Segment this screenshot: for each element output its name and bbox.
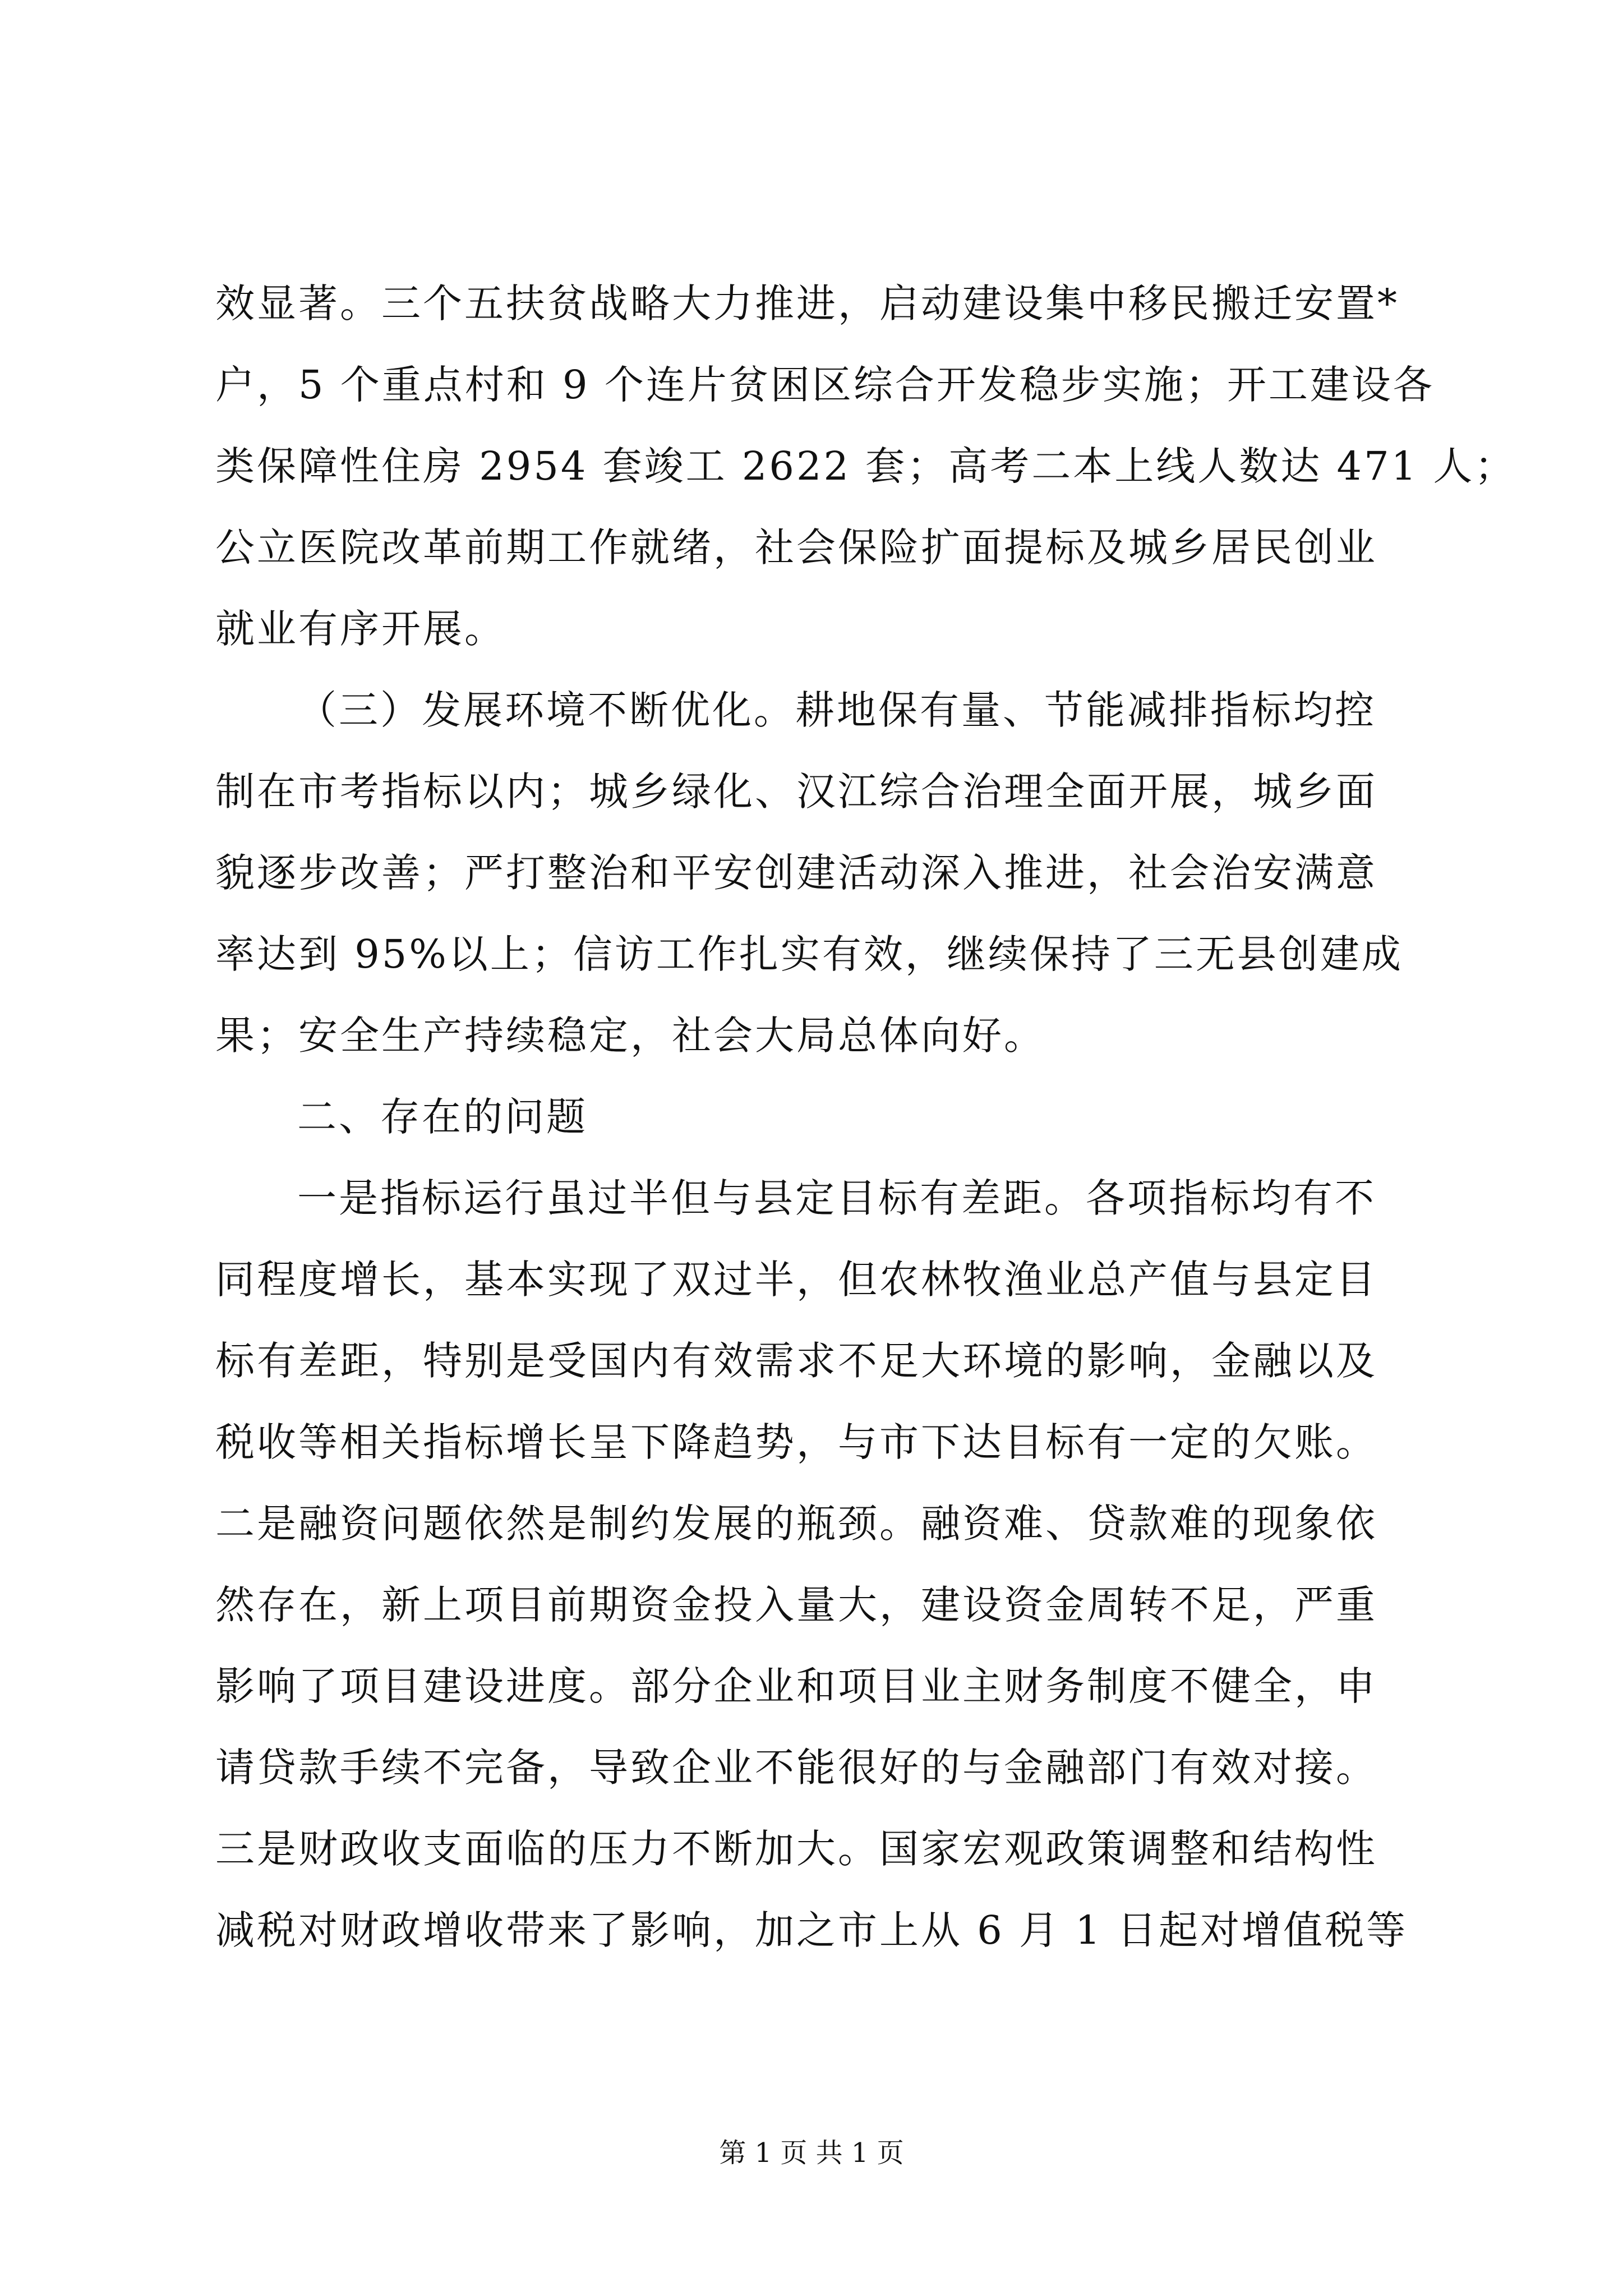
text-line-21: 减税对财政增收带来了影响，加之市上从 6 月 1 日起对增值税等 xyxy=(215,1907,1408,1953)
text-line-12: 一是指标运行虽过半但与县定目标有差距。各项指标均有不 xyxy=(297,1175,1376,1221)
section-heading: 二、存在的问题 xyxy=(297,1094,588,1140)
text-line-16: 二是融资问题依然是制约发展的瓶颈。融资难、贷款难的现象依 xyxy=(215,1501,1377,1547)
text-line-3: 类保障性住房 2954 套竣工 2622 套；高考二本上线人数达 471 人； xyxy=(215,443,1516,489)
text-line-4: 公立医院改革前期工作就绪，社会保险扩面提标及城乡居民创业 xyxy=(215,524,1377,570)
page-footer: 第 1 页 共 1 页 xyxy=(719,2137,904,2169)
text-line-9: 率达到 95%以上；信访工作扎实有效，继续保持了三无县创建成 xyxy=(215,931,1403,977)
text-line-1: 效显著。三个五扶贫战略大力推进，启动建设集中移民搬迁安置* xyxy=(215,280,1399,326)
text-line-13: 同程度增长，基本实现了双过半，但农林牧渔业总产值与县定目 xyxy=(215,1257,1377,1303)
text-line-10: 果；安全生产持续稳定，社会大局总体向好。 xyxy=(215,1013,1045,1059)
text-line-20: 三是财政收支面临的压力不断加大。国家宏观政策调整和结构性 xyxy=(215,1826,1377,1872)
text-line-18: 影响了项目建设进度。部分企业和项目业主财务制度不健全，申 xyxy=(215,1663,1377,1709)
text-line-8: 貌逐步改善；严打整治和平安创建活动深入推进，社会治安满意 xyxy=(215,850,1377,896)
text-line-15: 税收等相关指标增长呈下降趋势，与市下达目标有一定的欠账。 xyxy=(215,1419,1377,1465)
text-line-6: （三）发展环境不断优化。耕地保有量、节能减排指标均控 xyxy=(297,687,1376,733)
text-line-19: 请贷款手续不完备，导致企业不能很好的与金融部门有效对接。 xyxy=(215,1745,1377,1791)
text-line-17: 然存在，新上项目前期资金投入量大，建设资金周转不足，严重 xyxy=(215,1582,1377,1628)
text-line-2: 户，5 个重点村和 9 个连片贫困区综合开发稳步实施；开工建设各 xyxy=(215,362,1435,408)
text-line-7: 制在市考指标以内；城乡绿化、汉江综合治理全面开展，城乡面 xyxy=(215,769,1377,815)
text-line-5: 就业有序开展。 xyxy=(215,606,506,652)
text-line-14: 标有差距，特别是受国内有效需求不足大环境的影响，金融以及 xyxy=(215,1338,1377,1384)
